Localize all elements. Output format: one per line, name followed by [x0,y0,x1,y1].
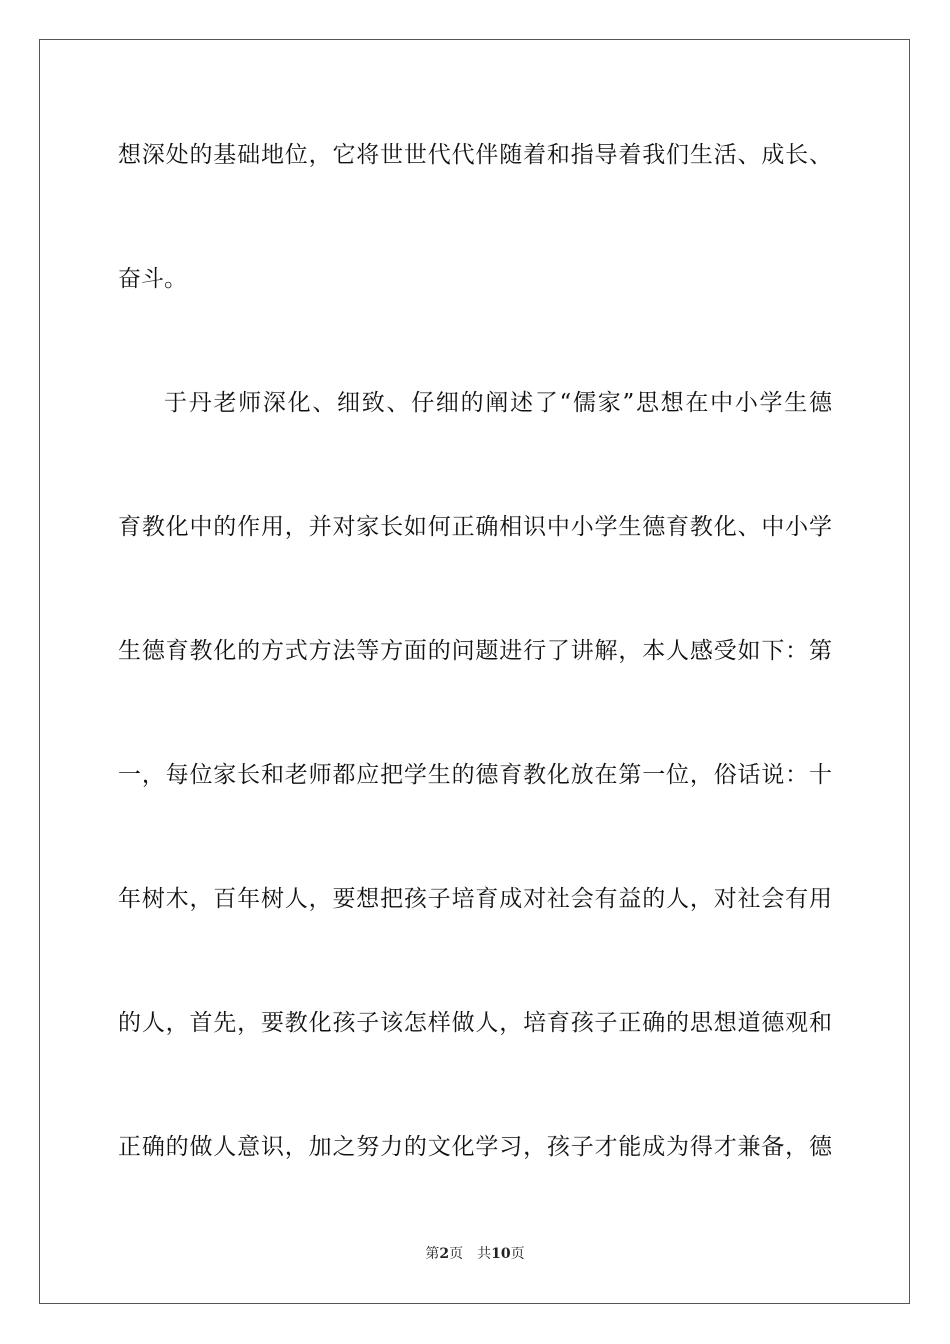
total-pages: 10 [491,1246,511,1262]
body-line-3: 于丹老师深化、细致、仔细的阐述了“儒家”思想在中小学生德 [164,390,832,416]
body-line-6: 一，每位家长和老师都应把学生的德育教化放在第一位，俗话说：十 [118,762,832,788]
page-suffix: 页 [449,1246,464,1262]
page-number: 2 [439,1246,450,1262]
body-line-2: 奋斗。 [118,266,187,292]
page-footer [0,1245,950,1263]
body-line-5: 生德育教化的方式方法等方面的问题进行了讲解，本人感受如下：第 [118,638,832,664]
page-border [39,39,910,1304]
body-line-8: 的人，首先，要教化孩子该怎样做人，培育孩子正确的思想道德观和 [118,1010,832,1036]
body-line-4: 育教化中的作用，并对家长如何正确相识中小学生德育教化、中小学 [118,514,832,540]
total-suffix: 页 [510,1246,525,1262]
body-line-9: 正确的做人意识，加之努力的文化学习，孩子才能成为得才兼备，德 [118,1134,832,1160]
page-prefix: 第 [425,1246,440,1262]
total-prefix: 共 [477,1246,492,1262]
body-line-7: 年树木，百年树人，要想把孩子培育成对社会有益的人，对社会有用 [118,886,832,912]
body-line-1: 想深处的基础地位，它将世世代代伴随着和指导着我们生活、成长、 [118,142,832,168]
